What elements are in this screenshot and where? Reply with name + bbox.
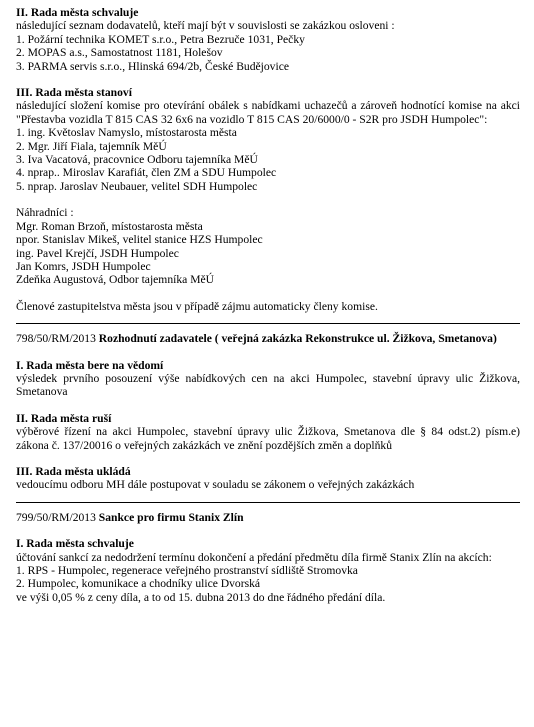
section-divider xyxy=(16,323,520,324)
section-intro: následující složení komise pro otevírání obálek s nabídkami uchazečů a zároveň hodnotící komise na akci "Přestavba vozidla T 815 CAS 32 6x6 na vozidlo T 815 CAS 20/6000/0 - S2R pro JSDH Humpolec": xyxy=(16,99,520,126)
commission-member: 2. Mgr. Jiří Fiala, tajemník MěÚ xyxy=(16,139,167,153)
case-number: 799/50/RM/2013 xyxy=(16,510,96,524)
case-title: Sankce pro firmu Stanix Zlín xyxy=(98,510,244,524)
case-section xyxy=(16,465,520,492)
commission-member: 4. nprap.. Miroslav Karafiát, člen ZM a SDU Humpolec xyxy=(16,166,277,180)
case-title: Rozhodnutí zadavatele ( veřejná zakázka Rekonstrukce ul. Žižkova, Smetanova) xyxy=(98,332,497,346)
case-section xyxy=(16,537,520,604)
section-intro: následující seznam dodavatelů, kteří mají být v souvislosti se zakázkou osloveni : xyxy=(16,19,395,33)
supplier-item: 2. MOPAS a.s., Samostatnost 1181, Holešov xyxy=(16,46,223,60)
resolution-block-suppliers xyxy=(16,6,520,73)
section-intro: účtování sankcí za nedodržení termínu dokončení a předání předmětu díla firmě Stanix Zlín na akcích: xyxy=(16,550,492,564)
section-text: výběrové řízení na akci Humpolec, stavební úpravy ulic Žižkova, Smetanova dle § 84 odst.2) písm.e) zákona č. 137/20016 o veřejných zakázkách ve znění pozdějších změn a doplňků xyxy=(16,425,520,452)
section-heading: I. Rada města bere na vědomí xyxy=(16,358,164,372)
project-item: 1. RPS - Humpolec, regenerace veřejného prostranství sídliště Stromovka xyxy=(16,564,358,577)
case-header xyxy=(16,332,520,345)
resolution-block-commission xyxy=(16,86,520,313)
substitute-member: Mgr. Roman Brzoň, místostarosta města xyxy=(16,219,203,233)
case-section xyxy=(16,359,520,399)
section-heading: II. Rada města schvaluje xyxy=(16,6,139,19)
section-heading: III. Rada města ukládá xyxy=(16,464,131,478)
substitutes-label: Náhradníci : xyxy=(16,206,74,220)
commission-member: 1. ing. Květoslav Namyslo, místostarosta města xyxy=(16,126,237,140)
commission-member: 5. nprap. Jaroslav Neubauer, velitel SDH Humpolec xyxy=(16,179,258,193)
section-heading: II. Rada města ruší xyxy=(16,411,112,425)
commission-member: 3. Iva Vacatová, pracovnice Odboru tajemníka MěÚ xyxy=(16,153,258,167)
substitute-member: ing. Pavel Krejčí, JSDH Humpolec xyxy=(16,246,179,260)
section-text: výsledek prvního posouzení výše nabídkových cen na akci Humpolec, stavební úpravy ulic Žižkova, Smetanova xyxy=(16,371,520,399)
case-section xyxy=(16,412,520,452)
case-798 xyxy=(16,332,520,492)
section-divider xyxy=(16,502,520,503)
case-header xyxy=(16,511,520,524)
section-heading: III. Rada města stanoví xyxy=(16,86,132,100)
supplier-item: 1. Požární technika KOMET s.r.o., Petra Bezruče 1031, Pečky xyxy=(16,32,305,46)
project-item: 2. Humpolec, komunikace a chodníky ulice Dvorská xyxy=(16,577,261,591)
case-799 xyxy=(16,511,520,604)
supplier-item: 3. PARMA servis s.r.o., Hlinská 694/2b, České Budějovice xyxy=(16,59,289,73)
document-page xyxy=(16,6,520,604)
substitute-member: Jan Komrs, JSDH Humpolec xyxy=(16,259,151,273)
substitute-member: Zdeňka Augustová, Odbor tajemníka MěÚ xyxy=(16,273,215,287)
commission-note: Členové zastupitelstva města jsou v případě zájmu automaticky členy komise. xyxy=(16,299,378,313)
substitute-member: npor. Stanislav Mikeš, velitel stanice HZS Humpolec xyxy=(16,233,263,247)
case-number: 798/50/RM/2013 xyxy=(16,332,96,346)
section-closing: ve výši 0,05 % z ceny díla, a to od 15. dubna 2013 do dne řádného předání díla. xyxy=(16,590,386,604)
section-heading: I. Rada města schvaluje xyxy=(16,537,134,551)
section-text: vedoucímu odboru MH dále postupovat v souladu se zákonem o veřejných zakázkách xyxy=(16,478,415,492)
